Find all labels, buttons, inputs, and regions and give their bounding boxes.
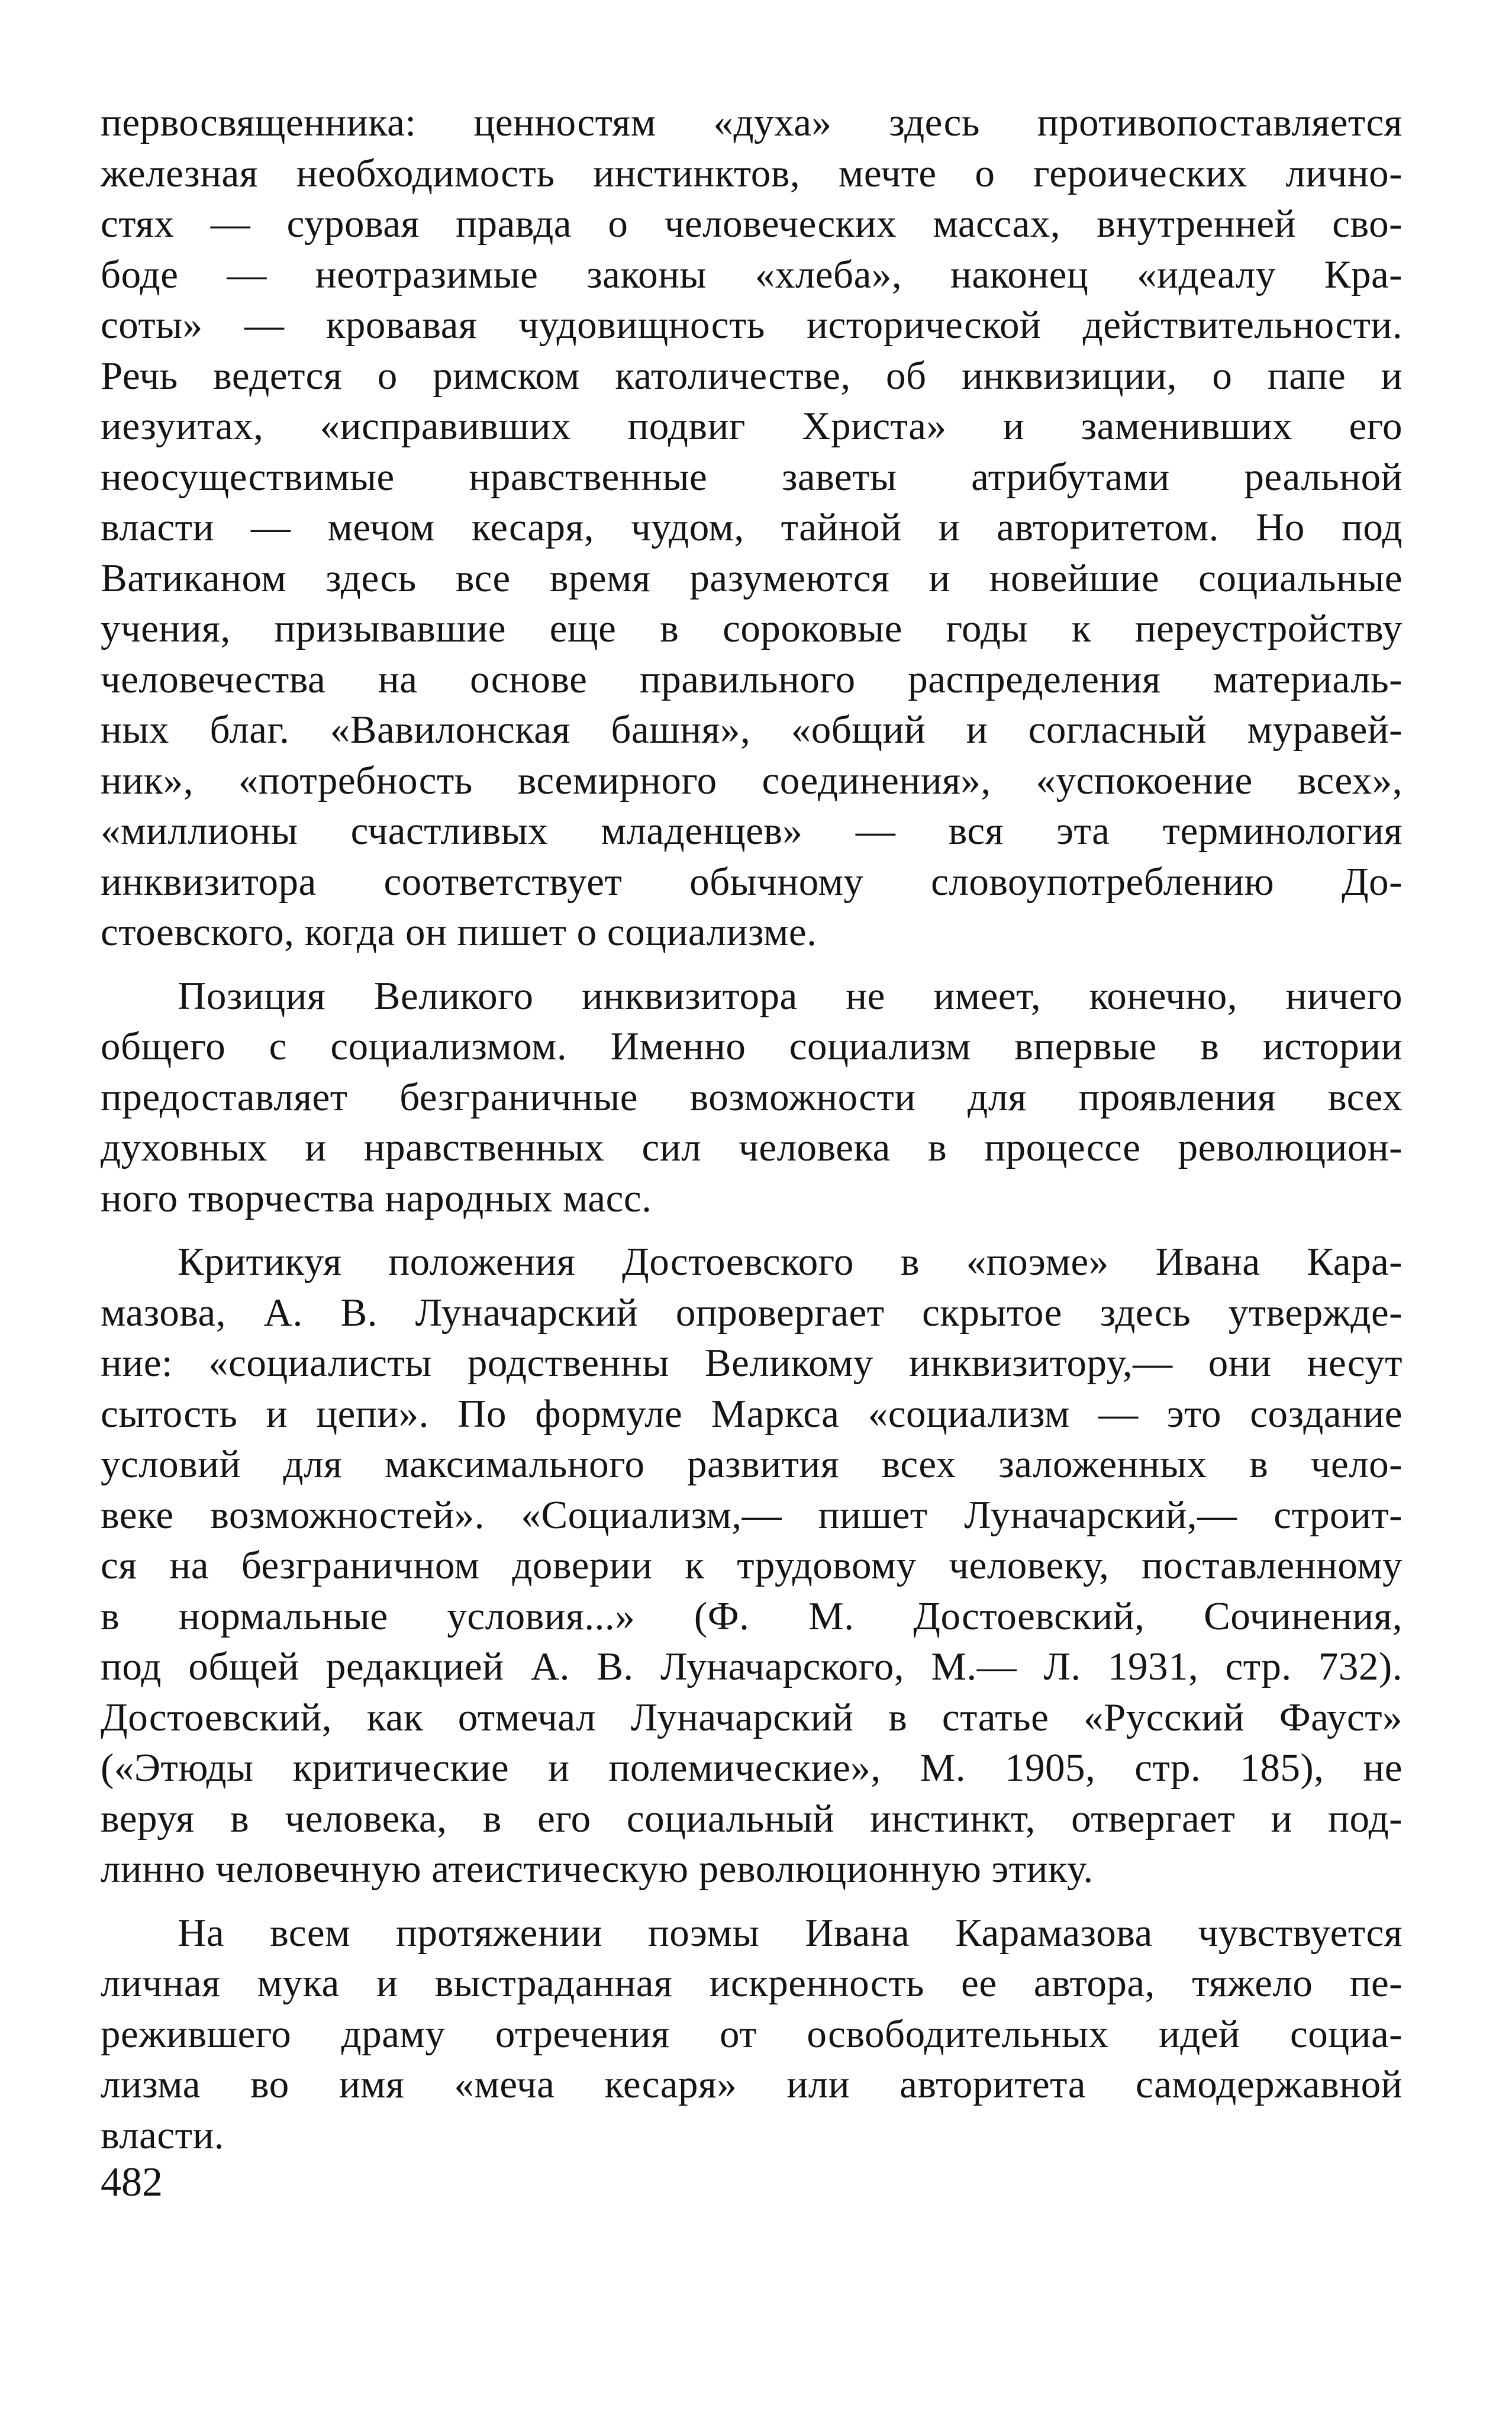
text-line: сытость и цепи». По формуле Маркса «социализм — это создание	[101, 1391, 1403, 1436]
text-line: инквизитора соответствует обычному словоупотреблению До-	[101, 859, 1403, 904]
text-line: «миллионы счастливых младенцев» — вся эта терминология	[101, 809, 1403, 853]
text-line: предоставляет безграничные возможности для проявления всех	[101, 1075, 1403, 1119]
text-line: Достоевский, как отмечал Луначарский в статье «Русский Фауст»	[101, 1695, 1403, 1739]
text-line: ного творчества народных масс.	[101, 1176, 652, 1220]
text-line: Позиция Великого инквизитора не имеет, конечно, ничего	[178, 974, 1403, 1018]
text-line: («Этюды критические и полемические», М. 1905, стр. 185), не	[101, 1746, 1403, 1790]
text-line: Ватиканом здесь все время разумеются и новейшие социальные	[101, 556, 1403, 600]
text-line: власти — мечом кесаря, чудом, тайной и авторитетом. Но под	[101, 505, 1403, 549]
text-line: мазова, А. В. Луначарский опровергает скрытое здесь утвержде-	[101, 1290, 1403, 1335]
body-text	[101, 98, 1403, 2161]
text-line: условий для максимального развития всех заложенных в чело-	[101, 1442, 1403, 1486]
text-line: иезуитах, «исправивших подвиг Христа» и заменивших его	[101, 404, 1403, 448]
text-line: Критикуя положения Достоевского в «поэме» Ивана Кара-	[178, 1240, 1403, 1284]
text-line: личная мука и выстраданная искренность ее автора, тяжело пе-	[101, 1961, 1403, 2005]
paragraph-gap	[101, 958, 1403, 971]
text-line: режившего драму отречения от освободительных идей социа-	[101, 2012, 1403, 2056]
text-line: железная необходимость инстинктов, мечте о героических лично-	[101, 151, 1403, 195]
text-line: человечества на основе правильного распределения материаль-	[101, 657, 1403, 701]
paragraph-gap	[101, 1224, 1403, 1237]
text-line: лизма во имя «меча кесаря» или авторитета самодержавной	[101, 2062, 1403, 2106]
text-line: Речь ведется о римском католичестве, об инквизиции, о папе и	[101, 353, 1403, 398]
text-line: в нормальные условия...» (Ф. М. Достоевский, Сочинения,	[101, 1594, 1403, 1638]
text-line: неосуществимые нравственные заветы атрибутами реальной	[101, 455, 1403, 499]
text-line: веке возможностей». «Социализм,— пишет Луначарский,— строит-	[101, 1493, 1403, 1537]
text-line: первосвященника: ценностям «духа» здесь противопоставляется	[101, 101, 1403, 144]
text-line: ние: «социалисты родственны Великому инквизитору,— они несут	[101, 1341, 1403, 1385]
text-line: соты» — кровавая чудовищность исторической действительности.	[101, 303, 1403, 347]
text-line: ся на безграничном доверии к трудовому человеку, поставленному	[101, 1543, 1403, 1587]
text-line: боде — неотразимые законы «хлеба», наконец «идеалу Кра-	[101, 252, 1403, 296]
text-line: ник», «потребность всемирного соединения», «успокоение всех»,	[101, 758, 1403, 802]
page-number: 482	[101, 2160, 163, 2205]
text-line: учения, призывавшие еще в сороковые годы к переустройству	[101, 607, 1403, 650]
text-line: стоевского, когда он пишет о социализме.	[101, 910, 817, 954]
text-line: общего с социализмом. Именно социализм впервые в истории	[101, 1024, 1403, 1068]
text-line: власти.	[101, 2113, 225, 2157]
paragraph-gap	[101, 1895, 1403, 1908]
text-line: духовных и нравственных сил человека в процессе революцион-	[101, 1126, 1403, 1169]
text-line: веруя в человека, в его социальный инстинкт, отвергает и под-	[101, 1796, 1403, 1841]
text-line: На всем протяжении поэмы Ивана Карамазова чувствуется	[178, 1910, 1403, 1955]
text-line: линно человечную атеистическую революционную этику.	[101, 1847, 1094, 1891]
text-line: стях — суровая правда о человеческих массах, внутренней сво-	[101, 202, 1403, 246]
text-line: под общей редакцией А. В. Луначарского, М.— Л. 1931, стр. 732).	[101, 1645, 1403, 1688]
text-line: ных благ. «Вавилонская башня», «общий и согласный муравей-	[101, 708, 1403, 752]
